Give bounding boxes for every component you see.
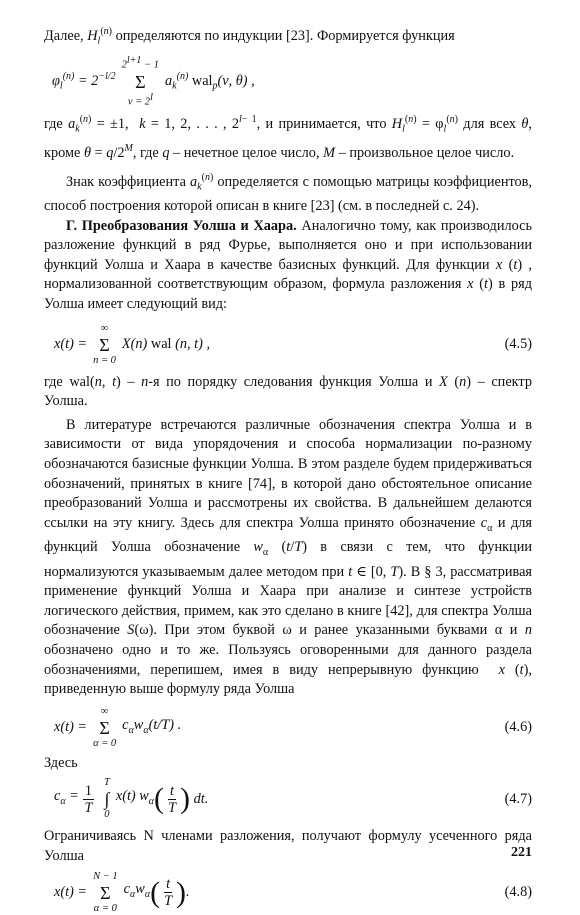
section-heading: Г. Преобразования Уолша и Хаара. [66,217,297,234]
equation-number-4-6: (4.6) [504,719,532,735]
paragraph-8: Ограничиваясь N членами разложения, получают формулу усеченного ряда Уолша [44,828,532,864]
equation-number-4-5: (4.5) [504,335,532,352]
paragraph-6: В литературе встречаются различные обозначения спектра Уолша и в зависимости от вида упорядочения и способа нормализации по-разному обозначаются базисные функции Уолша. В этом разделе будем придерживаться обозначений, принятых в книге [74], в которой дано обстоятельное описание преобразований Уолша и рассмотрены их свойства. В дальнейшем делаются ссылки на эту книгу. Здесь для спектра Уолша принято обозначение $c_\alpha$ и для функций Уолша обозначение $w_\alpha$ (t/T) в связи с тем, что функции нормализуются указываемым далее методом при t ∈ [0, T). В § 3, рассматривая применение функций Уолша и Хаара при анализе и синтезе устройств логического действия, примем, как это сделано в книге [42], для спектра Уолша обозначение S(ω). При этом буквой ω и ранее указанными буквами α и n обозначено одно и то же. Пользуясь оговоренными для данного раздела обозначениями, перепишем, имея в виду непрерывную функцию x (t), приведенную выше формулу ряда Уолша [44,416,533,698]
paragraph-1: Далее, $H_l^{(n)}$ определяются по индукции [23]. Формируется функция [44,26,455,47]
paragraph-5: где wal(n, t) – n-я по порядку следования функция Уолша и X (n) – спектр Уолша. [44,373,532,410]
paragraph-2: где $a_k^{(n)} = \pm 1$, k = 1, 2, . . . , $2^{l- 1}$, и принимается, что $H_l^{(n)} = \varphi_l^{(n)}$ для всех θ, кроме $\theta = q/2^M$, где q – нечетное целое число, M – произвольное целое число. [44,114,532,162]
formula-4-6: x(t) = ∞ Σ α = 0 $c_\alpha w_\alpha(t/T)$ . (4.6) [54,705,532,749]
equation-number-4-8: (4.8) [504,883,532,900]
formula-4-7: $c_\alpha$ = $\frac{1}{T}$ T ∫ 0 x(t) $w_\alpha$ ( $\frac{t}{T}$ ) dt. (4.7) [54,777,532,821]
paragraph-4: Г. Преобразования Уолша и Хаара. Аналогично тому, как производилось разложение функций в ряд Фурье, выполняется оно и при использовании функций Уолша и Хаара в качестве базисных функций. Для функции x (t) , нормализованной соответствующим образом, формула разложения x (t) в ряд Уолша имеет следующий вид: [44,217,532,312]
paragraph-7: Здесь [44,754,78,771]
formula-4-8: x(t) = N − 1 Σ α = 0 $c_\alpha w_\alpha$ ( $\frac{t}{T}$ ) . (4.8) [54,870,532,914]
formula-phi: $\varphi_l^{(n)} = 2^{-l/2}$ $2^{l+1} - 1$ Σ $\nu = 2^l$ $a_k^{(n)}$ wal$_p$(ν, θ) , [52,55,255,108]
page-number: 221 [511,845,532,860]
equation-number-4-7: (4.7) [504,790,532,807]
formula-4-5: x(t) = ∞ Σ n = 0 X(n) wal (n, t) , (4.5) [54,322,532,366]
paragraph-3: Знак коэффициента $a_k^{(n)}$ определяется с помощью матрицы коэффициентов, способ построения которой описан в книге [23] (см. в последней с. 24). [44,171,533,215]
